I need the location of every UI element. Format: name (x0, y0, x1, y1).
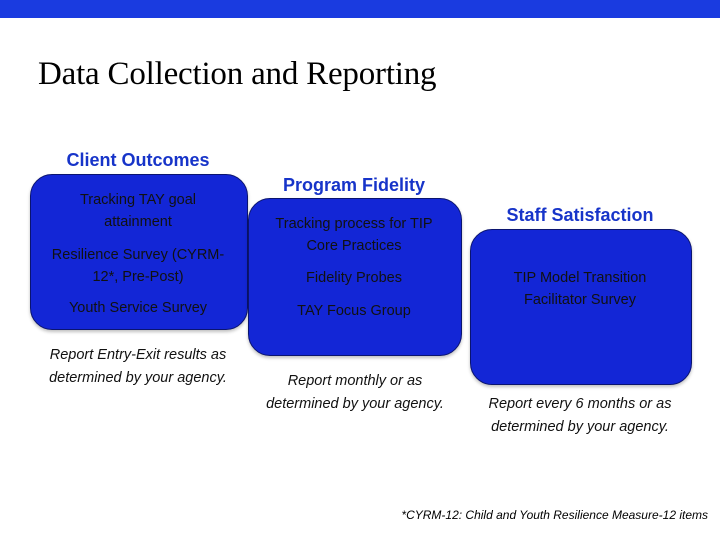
client-outcomes-item-goal-attainment: Tracking TAY goal attainment (79, 192, 197, 230)
program-fidelity-heading: Program Fidelity (282, 175, 426, 195)
client-outcomes-report-note: Report Entry-Exit results as determined by your agency. (49, 347, 227, 386)
program-fidelity-item-core-practices: Tracking process for TIP Core Practices (275, 216, 433, 254)
top-accent-bar (0, 0, 720, 18)
program-fidelity-item-fidelity-probes: Fidelity Probes (306, 270, 402, 286)
staff-satisfaction-report-note: Report every 6 months or as determined by your agency. (488, 396, 672, 435)
cyrm-footnote: *CYRM-12: Child and Youth Resilience Measure-12 items (401, 508, 708, 522)
client-outcomes-heading: Client Outcomes (66, 150, 210, 170)
staff-satisfaction-heading: Staff Satisfaction (506, 205, 654, 225)
client-outcomes-item-resilience-survey: Resilience Survey (CYRM-12*, Pre-Post) (51, 247, 225, 285)
program-fidelity-report-note: Report monthly or as determined by your agency. (266, 373, 444, 412)
slide-title: Data Collection and Reporting (38, 56, 437, 92)
program-fidelity-item-tay-focus-group: TAY Focus Group (297, 303, 411, 319)
staff-satisfaction-item-facilitator-survey: TIP Model Transition Facilitator Survey (513, 270, 647, 308)
client-outcomes-item-youth-service-survey: Youth Service Survey (68, 300, 208, 316)
